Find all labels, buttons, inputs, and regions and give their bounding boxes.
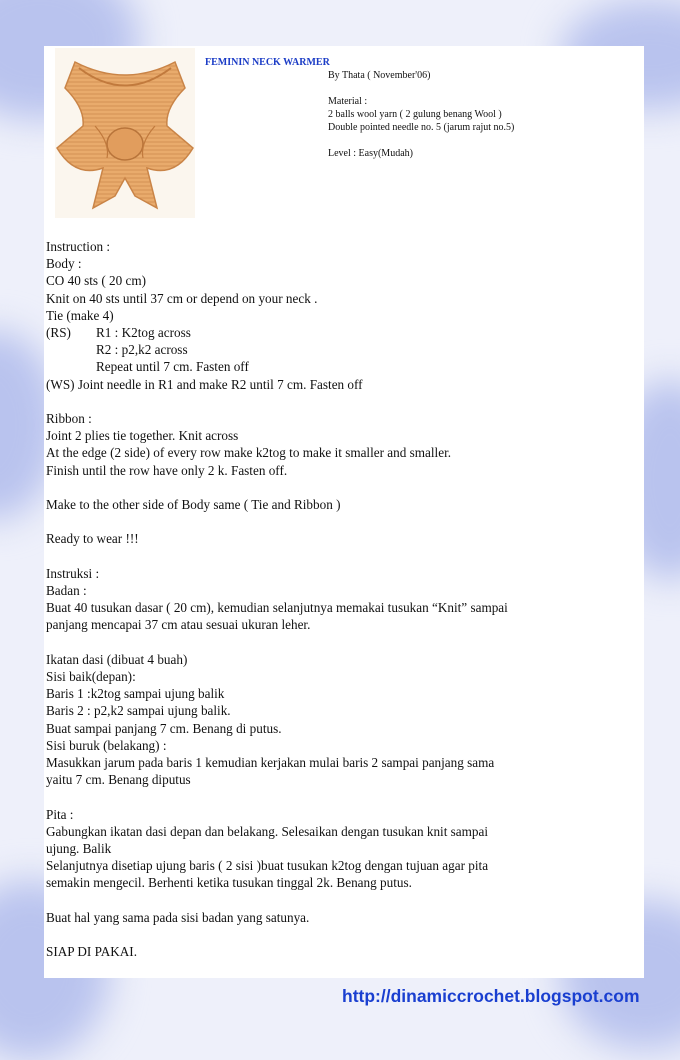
neck-warmer-illustration [55,48,195,218]
instruction-line: CO 40 sts ( 20 cm) [46,273,147,289]
ws-line: (WS) Joint needle in R1 and make R2 until 7 cm. Fasten off [46,376,363,392]
instruction-line: ujung. Balik [46,841,112,857]
instruction-line: Make to the other side of Body same ( Tie and Ribbon ) [46,497,341,513]
material-item: Double pointed needle no. 5 (jarum rajut no.5) [328,122,515,133]
row-1: R1 : K2tog across [96,325,191,341]
blog-url-link[interactable]: http://dinamiccrochet.blogspot.com [342,986,640,1006]
level-line: Level : Easy(Mudah) [328,148,413,159]
heading-instruction: Instruction : [46,239,111,254]
instruction-line: semakin mengecil. Berhenti ketika tusukan tinggal 2k. Benang putus. [46,875,412,891]
instruction-line: Buat sampai panjang 7 cm. Benang di putus. [46,720,282,736]
instruction-line: Sisi buruk (belakang) : [46,737,167,753]
instruction-line: Gabungkan ikatan dasi depan dan belakang. Selesaikan dengan tusukan knit sampai [46,823,489,839]
instruction-line: yaitu 7 cm. Benang diputus [46,772,191,788]
material-item: 2 balls wool yarn ( 2 gulung benang Wool ) [328,109,502,120]
heading-instruksi: Instruksi : [46,565,100,581]
heading-ribbon: Ribbon : [46,411,92,427]
instruction-line: Buat 40 tusukan dasar ( 20 cm), kemudian selanjutnya memakai tusukan “Knit” sampai [46,600,508,616]
instructions-body [46,238,636,960]
instruction-line: Buat hal yang sama pada sisi badan yang satunya. [46,909,310,925]
heading-pita: Pita : [46,806,74,822]
instruction-line: Joint 2 plies tie together. Knit across [46,428,239,444]
neck-warmer-photo [55,48,195,218]
material-label: Material : [328,96,368,107]
instruction-line: Baris 2 : p2,k2 sampai ujung balik. [46,703,231,719]
heading-tie: Tie (make 4) [46,307,114,323]
ready-line: Ready to wear !!! [46,531,139,547]
repeat-line: Repeat until 7 cm. Fasten off [96,359,249,375]
instruction-line: panjang mencapai 37 cm atau sesuai ukuran leher. [46,617,311,633]
instruction-line: Baris 1 :k2tog sampai ujung balik [46,686,225,702]
ready-line: SIAP DI PAKAI. [46,944,137,960]
instruction-line: At the edge (2 side) of every row make k2tog to make it smaller and smaller. [46,445,452,461]
row-line [46,324,636,341]
instruction-line: Sisi baik(depan): [46,669,136,684]
instruction-line: Knit on 40 sts until 37 cm or depend on your neck . [46,290,318,306]
row-2: R2 : p2,k2 across [96,342,188,358]
heading-body: Body : [46,256,82,272]
heading-badan: Badan : [46,583,87,598]
rs-label: (RS) [46,325,71,341]
heading-ikatan: Ikatan dasi (dibuat 4 buah) [46,651,188,667]
instruction-line: Finish until the row have only 2 k. Fasten off. [46,462,288,478]
instruction-line: Selanjutnya disetiap ujung baris ( 2 sisi )buat tusukan k2tog dengan tujuan agar pita [46,858,489,874]
author-line: By Thata ( November'06) [328,70,431,81]
pattern-header [205,56,575,160]
pattern-title: FEMININ NECK WARMER [205,57,330,68]
instruction-line: Masukkan jarum pada baris 1 kemudian kerjakan mulai baris 2 sampai panjang sama [46,755,495,771]
